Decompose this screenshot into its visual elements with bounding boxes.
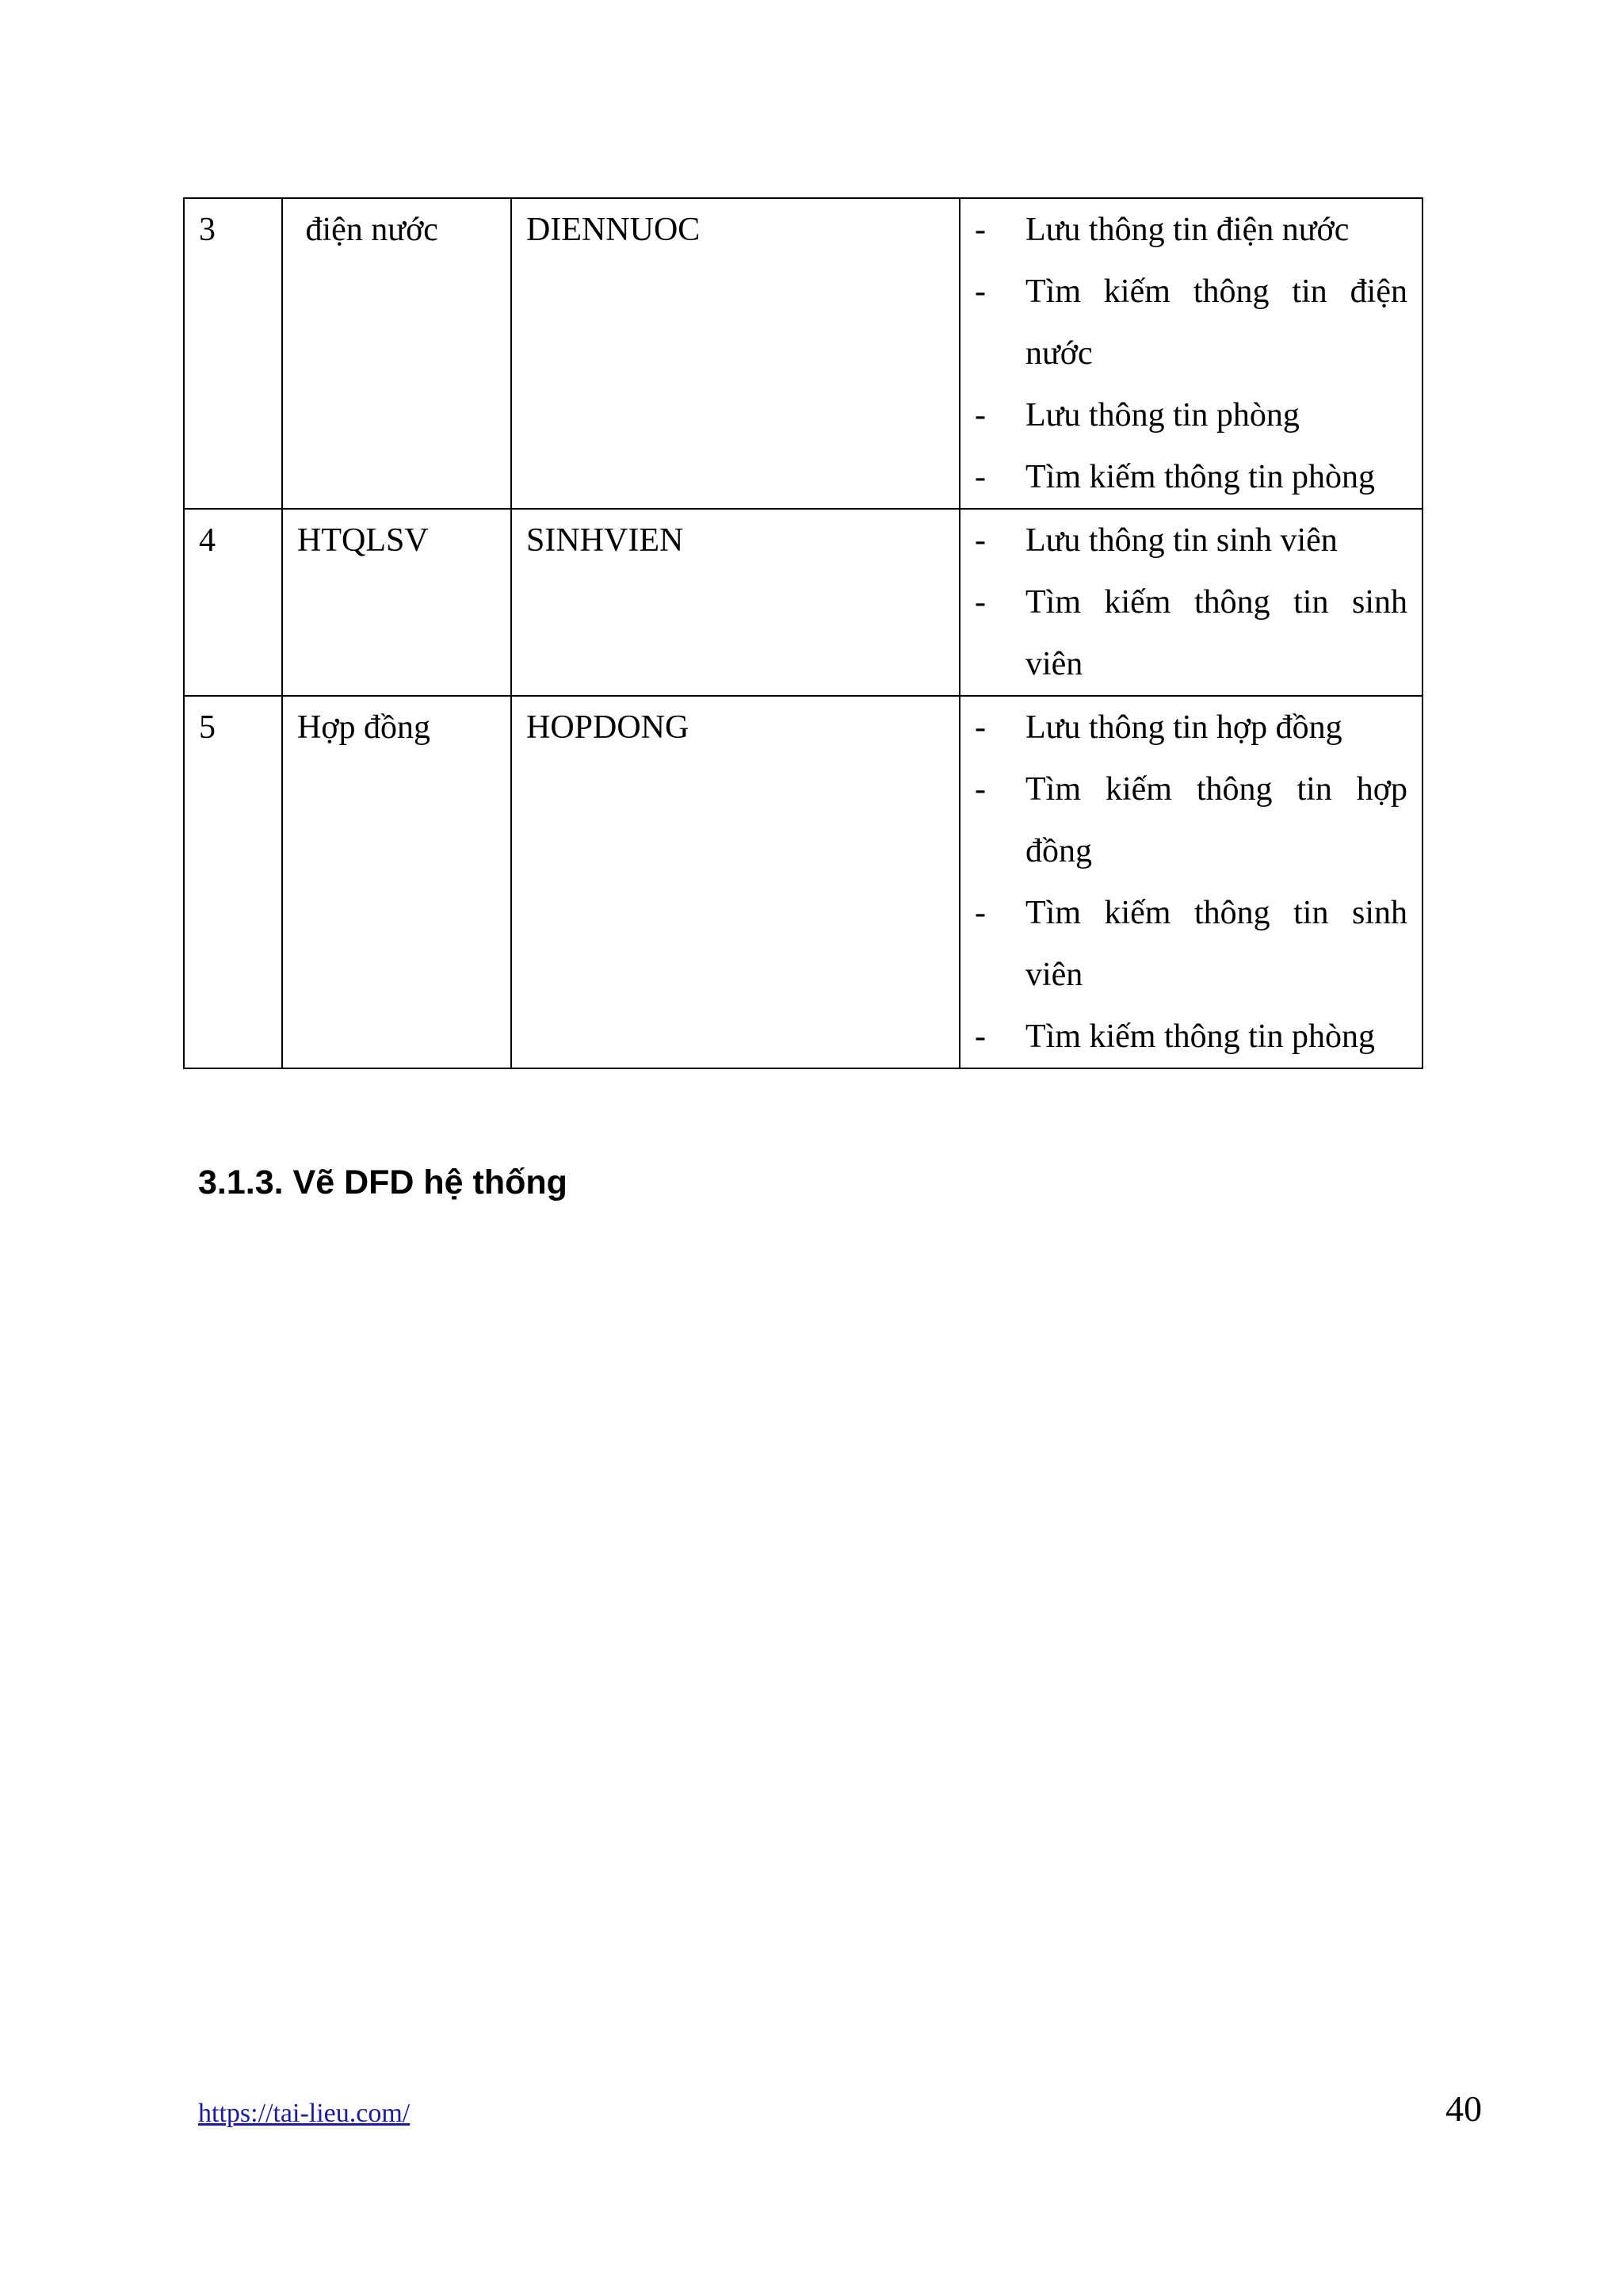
function-list	[975, 199, 1407, 508]
function-text: Tìm kiếm thông tin sinh viên	[1025, 584, 1407, 682]
function-text: Tìm kiếm thông tin phòng	[1025, 459, 1375, 495]
bullet-dash: -	[975, 273, 986, 310]
table-row	[184, 198, 1423, 509]
function-item	[975, 510, 1407, 571]
row-functions	[960, 198, 1423, 509]
entity-table	[183, 197, 1423, 1069]
function-item	[975, 199, 1407, 261]
table-body	[184, 198, 1423, 1068]
function-text: Tìm kiếm thông tin hợp đồng	[1025, 771, 1407, 869]
function-item	[975, 384, 1407, 446]
bullet-dash: -	[975, 709, 986, 746]
function-list	[975, 697, 1407, 1068]
function-list	[975, 510, 1407, 695]
row-functions	[960, 509, 1423, 696]
row-code: DIENNUOC	[511, 198, 960, 509]
function-text: Lưu thông tin sinh viên	[1025, 522, 1338, 559]
bullet-dash: -	[975, 522, 986, 559]
function-item	[975, 697, 1407, 758]
bullet-dash: -	[975, 584, 986, 621]
row-name: điện nước	[282, 198, 511, 509]
footer-link[interactable]: https://tai-lieu.com/	[198, 2099, 411, 2128]
row-number: 5	[184, 696, 282, 1068]
bullet-dash: -	[975, 1018, 986, 1055]
row-number: 3	[184, 198, 282, 509]
row-code: HOPDONG	[511, 696, 960, 1068]
function-text: Tìm kiếm thông tin sinh viên	[1025, 895, 1407, 993]
bullet-dash: -	[975, 397, 986, 434]
section-heading: 3.1.3. Vẽ DFD hệ thống	[198, 1163, 567, 1201]
function-item	[975, 446, 1407, 508]
row-functions	[960, 696, 1423, 1068]
function-text: Tìm kiếm thông tin điện nước	[1025, 273, 1407, 372]
function-item	[975, 882, 1407, 1006]
function-text: Lưu thông tin phòng	[1025, 397, 1300, 434]
table-row	[184, 509, 1423, 696]
function-item	[975, 261, 1407, 384]
function-text: Lưu thông tin hợp đồng	[1025, 709, 1342, 746]
page-number: 40	[1445, 2088, 1482, 2129]
function-item	[975, 758, 1407, 882]
row-code: SINHVIEN	[511, 509, 960, 696]
row-name: Hợp đồng	[282, 696, 511, 1068]
function-item	[975, 571, 1407, 695]
row-name: HTQLSV	[282, 509, 511, 696]
table-row	[184, 696, 1423, 1068]
bullet-dash: -	[975, 895, 986, 931]
bullet-dash: -	[975, 459, 986, 495]
function-text: Tìm kiếm thông tin phòng	[1025, 1018, 1375, 1055]
function-text: Lưu thông tin điện nước	[1025, 212, 1350, 248]
bullet-dash: -	[975, 771, 986, 808]
row-number: 4	[184, 509, 282, 696]
function-item	[975, 1006, 1407, 1068]
bullet-dash: -	[975, 212, 986, 248]
